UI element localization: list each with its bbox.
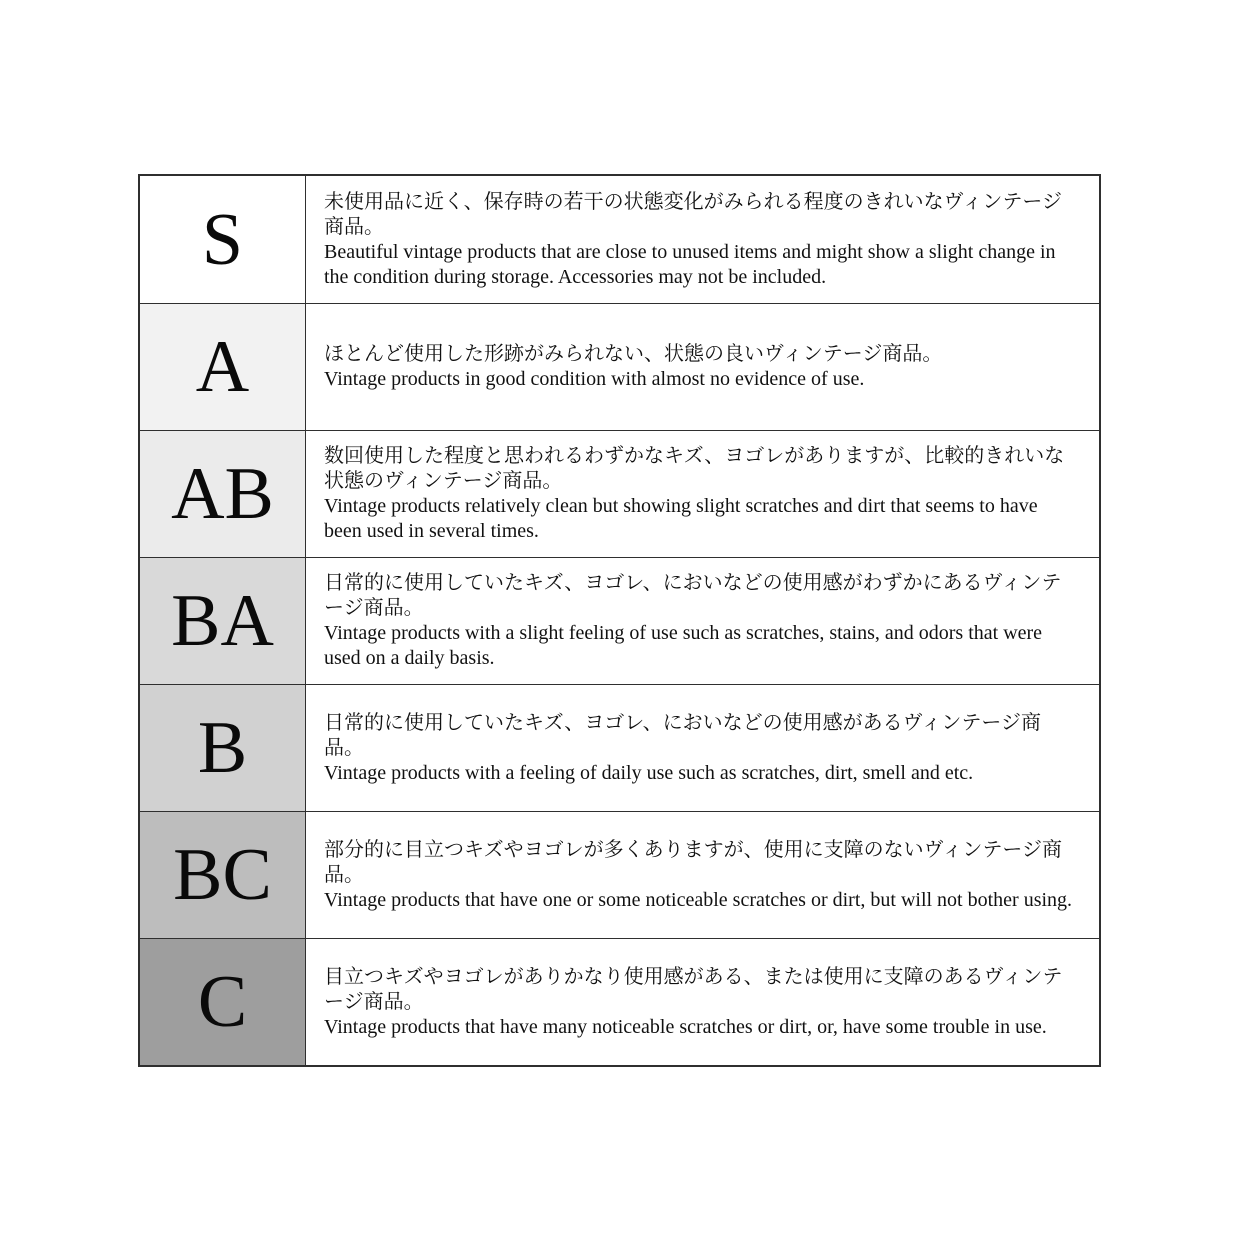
grade-row-a: [140, 303, 1099, 430]
grade-label-a: A: [140, 304, 306, 430]
grade-row-bc: [140, 811, 1099, 938]
grade-description-c: [306, 939, 1099, 1065]
grade-description-english: Beautiful vintage products that are close to unused items and might show a slight change in the condition during storage. Accessories may not be included.: [324, 240, 1056, 288]
grade-description-japanese: 数回使用した程度と思われるわずかなキズ、ヨゴレがありますが、比較的きれいな状態のヴィンテージ商品。: [324, 445, 1065, 492]
grade-label-c: C: [140, 939, 306, 1065]
grade-description-english: Vintage products in good condition with almost no evidence of use.: [324, 368, 865, 390]
grade-description-english: Vintage products that have one or some noticeable scratches or dirt, but will not bother using.: [324, 888, 1073, 911]
grade-row-c: [140, 938, 1099, 1065]
grade-label-ab: AB: [140, 431, 306, 557]
grade-description-japanese: 日常的に使用していたキズ、ヨゴレ、においなどの使用感がわずかにあるヴィンテージ商品。: [324, 572, 1062, 619]
grade-description-japanese: 未使用品に近く、保存時の若干の状態変化がみられる程度のきれいなヴィンテージ商品。: [324, 190, 1062, 238]
grade-description-japanese: 目立つキズやヨゴレがありかなり使用感がある、または使用に支障のあるヴィンテージ商品。: [324, 965, 1063, 1013]
grade-label-s: S: [140, 176, 306, 303]
grade-row-s: [140, 176, 1099, 303]
grade-description-japanese: ほとんど使用した形跡がみられない、状態の良いヴィンテージ商品。: [324, 343, 943, 365]
grade-description-b: [306, 685, 1099, 811]
grade-row-ba: [140, 557, 1099, 684]
grade-description-ab: [306, 431, 1099, 557]
grade-description-japanese: 部分的に目立つキズやヨゴレが多くありますが、使用に支障のないヴィンテージ商品。: [324, 838, 1062, 886]
grade-label-b: B: [140, 685, 306, 811]
condition-grading-table: [138, 174, 1101, 1067]
grade-description-english: Vintage products with a feeling of daily use such as scratches, dirt, smell and etc.: [324, 761, 974, 784]
grade-description-english: Vintage products that have many noticeable scratches or dirt, or, have some trouble in use.: [324, 1015, 1047, 1038]
grade-row-ab: [140, 430, 1099, 557]
grade-description-a: [306, 304, 1099, 430]
grade-description-bc: [306, 812, 1099, 938]
grade-description-s: [306, 176, 1099, 303]
grade-label-bc: BC: [140, 812, 306, 938]
grade-label-ba: BA: [140, 558, 306, 684]
grade-description-english: Vintage products relatively clean but showing slight scratches and dirt that seems to have been used in several times.: [324, 495, 1038, 542]
grade-description-english: Vintage products with a slight feeling of use such as scratches, stains, and odors that were used on a daily basis.: [324, 622, 1043, 669]
grade-row-b: [140, 684, 1099, 811]
grade-description-japanese: 日常的に使用していたキズ、ヨゴレ、においなどの使用感があるヴィンテージ商品。: [324, 711, 1041, 759]
grade-description-ba: [306, 558, 1099, 684]
